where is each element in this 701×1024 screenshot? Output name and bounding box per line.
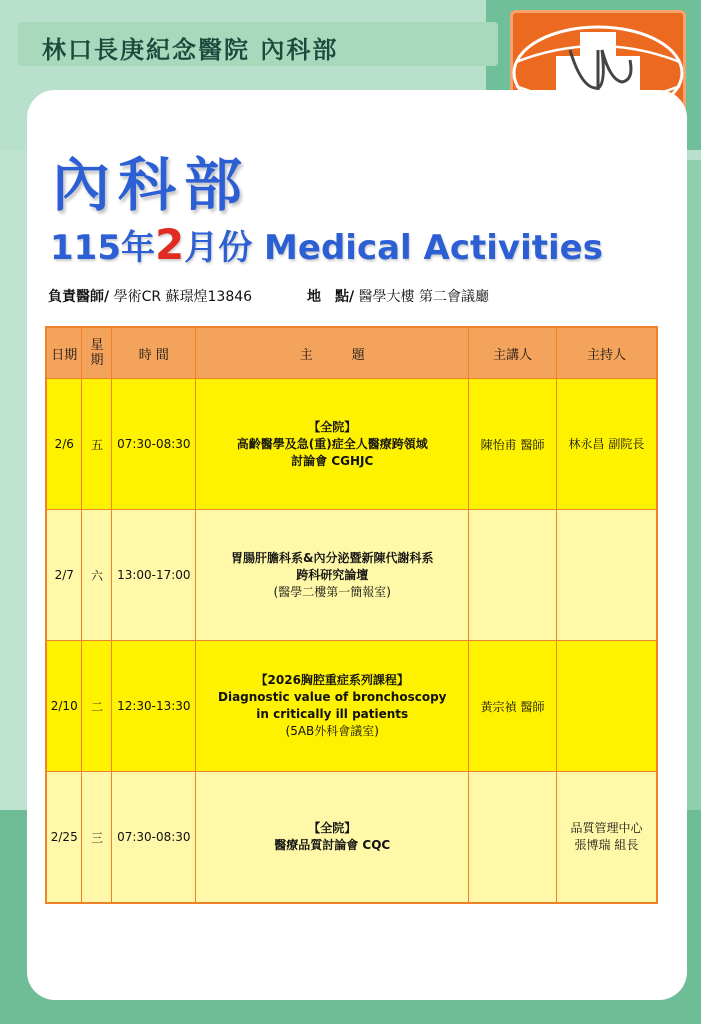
host-line: 張博瑞 組長	[574, 838, 639, 852]
topic-location: (醫學二樓第一簡報室)	[273, 584, 391, 599]
cell-speaker	[469, 510, 557, 641]
topic-line: Diagnostic value of bronchoscopy	[218, 690, 447, 704]
cell-speaker	[469, 772, 557, 904]
topic-line: 胃腸肝膽科系&內分泌暨新陳代謝科系	[231, 550, 434, 565]
cell-host	[556, 510, 657, 641]
location-value: 醫學大樓 第二會議廳	[354, 289, 490, 305]
cell-weekday: 三	[82, 772, 112, 904]
header-date: 日期	[46, 327, 82, 379]
host-line: 品質管理中心	[570, 821, 643, 835]
topic-line: 跨科研究論壇	[296, 567, 369, 582]
topic-line: 醫療品質討論會 CQC	[274, 838, 391, 852]
cell-topic	[196, 641, 469, 772]
topic-line: 討論會 CGHJC	[291, 453, 374, 468]
info-row	[48, 286, 489, 306]
topic-line: in critically ill patients	[256, 707, 409, 721]
cell-date: 2/7	[46, 510, 82, 641]
responsible-value: 學術CR 蘇璟煌13846	[109, 289, 253, 305]
cell-topic	[196, 772, 469, 904]
subtitle-month: 2	[154, 220, 185, 269]
cell-speaker: 陳怡甫 醫師	[469, 379, 557, 510]
header-host: 主持人	[556, 327, 657, 379]
cell-topic	[196, 510, 469, 641]
header-time: 時 間	[112, 327, 196, 379]
topic-line: 高齡醫學及急(重)症全人醫療跨領域	[236, 436, 428, 451]
cell-weekday: 二	[82, 641, 112, 772]
page-subtitle	[50, 220, 603, 269]
subtitle-suffix: 月份 Medical Activities	[184, 228, 603, 268]
cell-time: 13:00-17:00	[112, 510, 196, 641]
header-weekday: 星 期	[82, 327, 112, 379]
cell-host	[556, 379, 657, 510]
cell-weekday: 六	[82, 510, 112, 641]
cell-time: 12:30-13:30	[112, 641, 196, 772]
cell-topic	[196, 379, 469, 510]
subtitle-prefix: 115年	[50, 228, 155, 268]
cell-host	[556, 641, 657, 772]
table-row	[46, 379, 657, 510]
department-title: 內科部	[52, 151, 251, 219]
table-row	[46, 772, 657, 904]
cell-time: 07:30-08:30	[112, 772, 196, 904]
cell-weekday: 五	[82, 379, 112, 510]
responsible-label: 負責醫師/	[48, 289, 110, 305]
schedule-table	[45, 326, 658, 904]
table-row	[46, 641, 657, 772]
topic-location: (5AB外科會議室)	[285, 724, 379, 738]
cell-host	[556, 772, 657, 904]
header-speaker: 主講人	[469, 327, 557, 379]
header-topic: 主 題	[196, 327, 469, 379]
cell-date: 2/10	[46, 641, 82, 772]
topic-line: 【全院】	[308, 419, 357, 434]
cell-date: 2/25	[46, 772, 82, 904]
cell-time: 07:30-08:30	[112, 379, 196, 510]
table-row	[46, 510, 657, 641]
cell-speaker: 黃宗禎 醫師	[469, 641, 557, 772]
table-header-row	[46, 327, 657, 379]
hospital-name: 林口長庚紀念醫院 內科部	[42, 36, 339, 64]
location-label: 地 點/	[306, 289, 355, 305]
topic-line: 【全院】	[308, 821, 357, 835]
topic-line: 【2026胸腔重症系列課程】	[255, 673, 409, 687]
host-line: 林永昌 副院長	[568, 436, 645, 451]
cell-date: 2/6	[46, 379, 82, 510]
